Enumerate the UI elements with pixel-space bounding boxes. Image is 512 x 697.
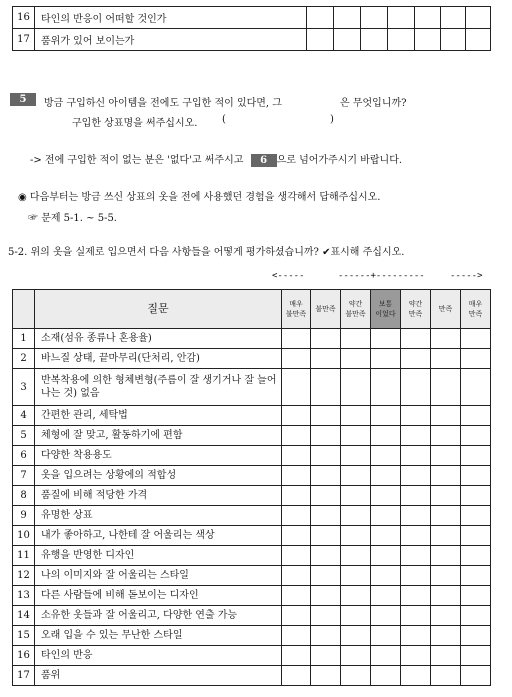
- rating-cell-6[interactable]: [431, 446, 461, 466]
- rating-cell-4[interactable]: [388, 29, 415, 51]
- rating-cell-4[interactable]: [371, 526, 401, 546]
- rating-cell-1[interactable]: [282, 606, 311, 626]
- table-row: [13, 349, 491, 369]
- scale-header-6: 만족: [431, 290, 461, 329]
- rating-cell-7[interactable]: [461, 626, 491, 646]
- rating-cell-7[interactable]: [461, 566, 491, 586]
- rating-cell-7[interactable]: [461, 506, 491, 526]
- rating-cell-1[interactable]: [282, 506, 311, 526]
- row-number: 2: [13, 349, 35, 369]
- row-question: 소유한 옷들과 잘 어울리고, 다양한 연출 가능: [35, 606, 282, 626]
- rating-cell-5[interactable]: [401, 506, 431, 526]
- row-question: 타인의 반응: [35, 646, 282, 666]
- row-question: 다른 사람들에 비해 돋보이는 디자인: [35, 586, 282, 606]
- rating-cell-4[interactable]: [371, 446, 401, 466]
- rating-cell-2[interactable]: [311, 426, 341, 446]
- table-row: [13, 329, 491, 349]
- rating-cell-4[interactable]: [371, 666, 401, 686]
- scale-header-3: 약간 불만족: [341, 290, 371, 329]
- rating-cell-3[interactable]: [341, 329, 371, 349]
- rating-cell-2[interactable]: [334, 29, 361, 51]
- answer-paren-open: (: [222, 114, 226, 125]
- rating-table-header: [13, 290, 491, 329]
- table-row: [13, 546, 491, 566]
- rating-cell-1[interactable]: [282, 566, 311, 586]
- rating-cell-3[interactable]: [341, 446, 371, 466]
- row-question: 품위가 있어 보이는가: [35, 29, 307, 51]
- rating-cell-6[interactable]: [431, 526, 461, 546]
- row-number: 16: [13, 7, 35, 29]
- row-number: 10: [13, 526, 35, 546]
- rating-cell-6[interactable]: [431, 626, 461, 646]
- rating-cell-1[interactable]: [282, 586, 311, 606]
- row-number: 7: [13, 466, 35, 486]
- rating-cell-5[interactable]: [401, 406, 431, 426]
- row-question: 옷을 입으려는 상황에의 적합성: [35, 466, 282, 486]
- rating-cell-1[interactable]: [282, 466, 311, 486]
- rating-cell-6[interactable]: [431, 506, 461, 526]
- rating-cell-4[interactable]: [371, 486, 401, 506]
- row-question: 타인의 반응이 어떠할 것인가: [35, 7, 307, 29]
- rating-cell-3[interactable]: [341, 486, 371, 506]
- rating-cell-5[interactable]: [401, 566, 431, 586]
- question-5-text: 방금 구입하신 아이템을 전에도 구입한 적이 있다면, 그: [44, 98, 282, 109]
- rating-cell-4[interactable]: [371, 406, 401, 426]
- row-question: 다양한 착용용도: [35, 446, 282, 466]
- rating-cell-1[interactable]: [282, 546, 311, 566]
- rating-cell-4[interactable]: [371, 546, 401, 566]
- rating-cell-1[interactable]: [282, 486, 311, 506]
- question-reference: ☞ 문제 5-1. ~ 5-5.: [28, 213, 117, 224]
- rating-cell-7[interactable]: [461, 466, 491, 486]
- row-number: 15: [13, 626, 35, 646]
- previous-question-table: [12, 6, 491, 51]
- row-question: 품질에 비해 적당한 가격: [35, 486, 282, 506]
- rating-cell-5[interactable]: [415, 7, 441, 29]
- rating-cell-6[interactable]: [431, 606, 461, 626]
- rating-cell-6[interactable]: [431, 466, 461, 486]
- rating-cell-5[interactable]: [401, 349, 431, 369]
- row-question: 품위: [35, 666, 282, 686]
- rating-cell-7[interactable]: [466, 7, 491, 29]
- rating-cell-3[interactable]: [361, 7, 388, 29]
- row-number: 8: [13, 486, 35, 506]
- rating-cell-3[interactable]: [341, 406, 371, 426]
- scale-header-7: 매우 만족: [461, 290, 491, 329]
- rating-cell-1[interactable]: [282, 406, 311, 426]
- skip-instruction: -> 전에 구입한 적이 없는 분은 '없다'고 써주시고 6 으로 넘어가주시기 바랍니다.: [30, 155, 403, 166]
- rating-cell-7[interactable]: [461, 546, 491, 566]
- rating-cell-3[interactable]: [341, 349, 371, 369]
- row-question: 유행을 반영한 디자인: [35, 546, 282, 566]
- header-question: 질문: [35, 290, 282, 329]
- scale-arrow-right: ----->: [450, 271, 483, 281]
- rating-cell-7[interactable]: [461, 606, 491, 626]
- rating-cell-4[interactable]: [388, 7, 415, 29]
- row-question: 체형에 잘 맞고, 활동하기에 편함: [35, 426, 282, 446]
- rating-cell-7[interactable]: [461, 486, 491, 506]
- rating-cell-3[interactable]: [341, 506, 371, 526]
- rating-cell-2[interactable]: [311, 329, 341, 349]
- header-number-cell: [13, 290, 35, 329]
- row-number: 6: [13, 446, 35, 466]
- rating-cell-4[interactable]: [371, 626, 401, 646]
- row-question: 내가 좋아하고, 나한테 잘 어울리는 색상: [35, 526, 282, 546]
- rating-cell-3[interactable]: [341, 586, 371, 606]
- row-question: 나의 이미지와 잘 어울리는 스타일: [35, 566, 282, 586]
- table-row: [13, 406, 491, 426]
- rating-cell-5[interactable]: [401, 626, 431, 646]
- row-number: 17: [13, 29, 35, 51]
- rating-cell-4[interactable]: [371, 506, 401, 526]
- scale-header-5: 약간 만족: [401, 290, 431, 329]
- rating-cell-6[interactable]: [431, 426, 461, 446]
- rating-cell-3[interactable]: [341, 546, 371, 566]
- row-number: 12: [13, 566, 35, 586]
- rating-cell-7[interactable]: [461, 369, 491, 406]
- rating-cell-4[interactable]: [371, 606, 401, 626]
- row-number: 4: [13, 406, 35, 426]
- rating-cell-4[interactable]: [371, 566, 401, 586]
- rating-cell-1[interactable]: [282, 446, 311, 466]
- question-5-badge: 5: [10, 93, 36, 106]
- rating-cell-7[interactable]: [461, 406, 491, 426]
- row-question: 유명한 상표: [35, 506, 282, 526]
- scale-header-4: 보통 이었다: [371, 290, 401, 329]
- rating-cell-1[interactable]: [282, 329, 311, 349]
- rating-cell-2[interactable]: [311, 506, 341, 526]
- table-row: [13, 369, 491, 406]
- question-5-2-text: 5-2. 위의 옷을 실제로 입으면서 다음 사항들을 어떻게 평가하셨습니까? ✔표시해 주십시오.: [8, 247, 405, 258]
- table-row: [13, 566, 491, 586]
- table-row: [13, 626, 491, 646]
- rating-cell-2[interactable]: [311, 446, 341, 466]
- checkmark-icon: ✔: [322, 247, 331, 258]
- rating-cell-2[interactable]: [311, 666, 341, 686]
- rating-cell-6[interactable]: [441, 7, 466, 29]
- rating-cell-5[interactable]: [401, 526, 431, 546]
- rating-cell-5[interactable]: [401, 546, 431, 566]
- rating-cell-3[interactable]: [361, 29, 388, 51]
- pointing-hand-icon: ☞: [28, 213, 38, 224]
- rating-cell-1[interactable]: [282, 426, 311, 446]
- rating-cell-5[interactable]: [401, 446, 431, 466]
- rating-cell-2[interactable]: [311, 406, 341, 426]
- rating-cell-6[interactable]: [431, 566, 461, 586]
- scale-header-2: 불만족: [311, 290, 341, 329]
- rating-cell-2[interactable]: [311, 606, 341, 626]
- row-question: 반복착용에 의한 형체변형(주름이 잘 생기거나 잘 늘어나는 것) 없음: [35, 369, 282, 406]
- bullet-icon: ◉: [18, 192, 27, 203]
- rating-cell-7[interactable]: [461, 586, 491, 606]
- rating-cell-2[interactable]: [311, 486, 341, 506]
- rating-cell-6[interactable]: [431, 666, 461, 686]
- rating-cell-7[interactable]: [461, 349, 491, 369]
- rating-table: [12, 289, 491, 686]
- rating-cell-6[interactable]: [431, 546, 461, 566]
- rating-cell-3[interactable]: [341, 369, 371, 406]
- rating-cell-7[interactable]: [461, 646, 491, 666]
- skip-target-badge: 6: [251, 154, 277, 167]
- rating-cell-7[interactable]: [461, 446, 491, 466]
- rating-cell-5[interactable]: [401, 426, 431, 446]
- question-5-instruction: 구입한 상표명을 써주십시오.: [72, 118, 198, 129]
- rating-cell-2[interactable]: [311, 626, 341, 646]
- rating-cell-4[interactable]: [371, 426, 401, 446]
- rating-cell-5[interactable]: [401, 486, 431, 506]
- rating-cell-2[interactable]: [311, 586, 341, 606]
- rating-cell-4[interactable]: [371, 646, 401, 666]
- rating-cell-7[interactable]: [466, 29, 491, 51]
- rating-cell-6[interactable]: [431, 349, 461, 369]
- rating-cell-1[interactable]: [307, 29, 334, 51]
- rating-cell-5[interactable]: [401, 606, 431, 626]
- row-number: 16: [13, 646, 35, 666]
- rating-cell-4[interactable]: [371, 329, 401, 349]
- table-row: [13, 466, 491, 486]
- rating-cell-1[interactable]: [282, 349, 311, 369]
- rating-cell-1[interactable]: [282, 666, 311, 686]
- rating-cell-3[interactable]: [341, 646, 371, 666]
- rating-cell-4[interactable]: [371, 586, 401, 606]
- question-5-number: [10, 93, 36, 106]
- row-number: 9: [13, 506, 35, 526]
- row-number: 14: [13, 606, 35, 626]
- row-number: 1: [13, 329, 35, 349]
- table-row: [13, 426, 491, 446]
- rating-cell-6[interactable]: [431, 646, 461, 666]
- row-question: 바느질 상태, 끝마무리(단처리, 안감): [35, 349, 282, 369]
- rating-cell-5[interactable]: [401, 646, 431, 666]
- rating-cell-3[interactable]: [341, 426, 371, 446]
- rating-cell-3[interactable]: [341, 566, 371, 586]
- rating-cell-1[interactable]: [282, 526, 311, 546]
- row-question: 소재(섬유 종류나 혼용율): [35, 329, 282, 349]
- rating-cell-3[interactable]: [341, 666, 371, 686]
- table-row: [13, 646, 491, 666]
- rating-cell-4[interactable]: [371, 466, 401, 486]
- rating-cell-1[interactable]: [282, 369, 311, 406]
- row-question: 간편한 관리, 세탁법: [35, 406, 282, 426]
- rating-cell-5[interactable]: [401, 369, 431, 406]
- row-number: 3: [13, 369, 35, 406]
- rating-cell-6[interactable]: [431, 329, 461, 349]
- table-row: [13, 486, 491, 506]
- answer-paren-close: ): [330, 114, 334, 125]
- rating-cell-6[interactable]: [431, 586, 461, 606]
- rating-cell-7[interactable]: [461, 666, 491, 686]
- rating-cell-2[interactable]: [311, 646, 341, 666]
- rating-cell-6[interactable]: [441, 29, 466, 51]
- rating-cell-1[interactable]: [282, 626, 311, 646]
- rating-cell-2[interactable]: [311, 526, 341, 546]
- table-row: [13, 446, 491, 466]
- row-number: 13: [13, 586, 35, 606]
- table-row: [13, 506, 491, 526]
- rating-cell-5[interactable]: [415, 29, 441, 51]
- rating-cell-2[interactable]: [311, 566, 341, 586]
- rating-cell-1[interactable]: [282, 646, 311, 666]
- rating-cell-7[interactable]: [461, 329, 491, 349]
- rating-cell-4[interactable]: [371, 349, 401, 369]
- rating-cell-5[interactable]: [401, 329, 431, 349]
- rating-cell-7[interactable]: [461, 526, 491, 546]
- scale-arrow-middle: ------+---------: [338, 271, 425, 281]
- rating-cell-2[interactable]: [311, 546, 341, 566]
- row-number: 17: [13, 666, 35, 686]
- rating-cell-2[interactable]: [311, 349, 341, 369]
- rating-cell-1[interactable]: [307, 7, 334, 29]
- rating-cell-5[interactable]: [401, 466, 431, 486]
- table-row: [13, 526, 491, 546]
- experience-instruction: ◉ 다음부터는 방금 쓰신 상표의 옷을 전에 사용했던 경험을 생각해서 답해주십시오.: [18, 192, 381, 203]
- table-row: [13, 29, 491, 51]
- rating-cell-5[interactable]: [401, 666, 431, 686]
- rating-cell-3[interactable]: [341, 466, 371, 486]
- row-number: 11: [13, 546, 35, 566]
- question-5-text-end: 은 무엇입니까?: [340, 98, 407, 109]
- rating-cell-3[interactable]: [341, 606, 371, 626]
- table-row: [13, 666, 491, 686]
- table-row: [13, 586, 491, 606]
- table-row: [13, 606, 491, 626]
- rating-cell-6[interactable]: [431, 486, 461, 506]
- scale-arrow-left: <-----: [272, 271, 305, 281]
- rating-cell-2[interactable]: [311, 369, 341, 406]
- rating-cell-3[interactable]: [341, 526, 371, 546]
- rating-cell-6[interactable]: [431, 406, 461, 426]
- scale-header-1: 매우 불만족: [282, 290, 311, 329]
- rating-cell-4[interactable]: [371, 369, 401, 406]
- row-question: 오래 입을 수 있는 무난한 스타일: [35, 626, 282, 646]
- rating-cell-6[interactable]: [431, 369, 461, 406]
- rating-cell-5[interactable]: [401, 586, 431, 606]
- rating-cell-2[interactable]: [334, 7, 361, 29]
- row-number: 5: [13, 426, 35, 446]
- rating-cell-7[interactable]: [461, 426, 491, 446]
- table-row: [13, 7, 491, 29]
- rating-cell-2[interactable]: [311, 466, 341, 486]
- brand-name-answer-blank[interactable]: [232, 110, 328, 126]
- rating-cell-3[interactable]: [341, 626, 371, 646]
